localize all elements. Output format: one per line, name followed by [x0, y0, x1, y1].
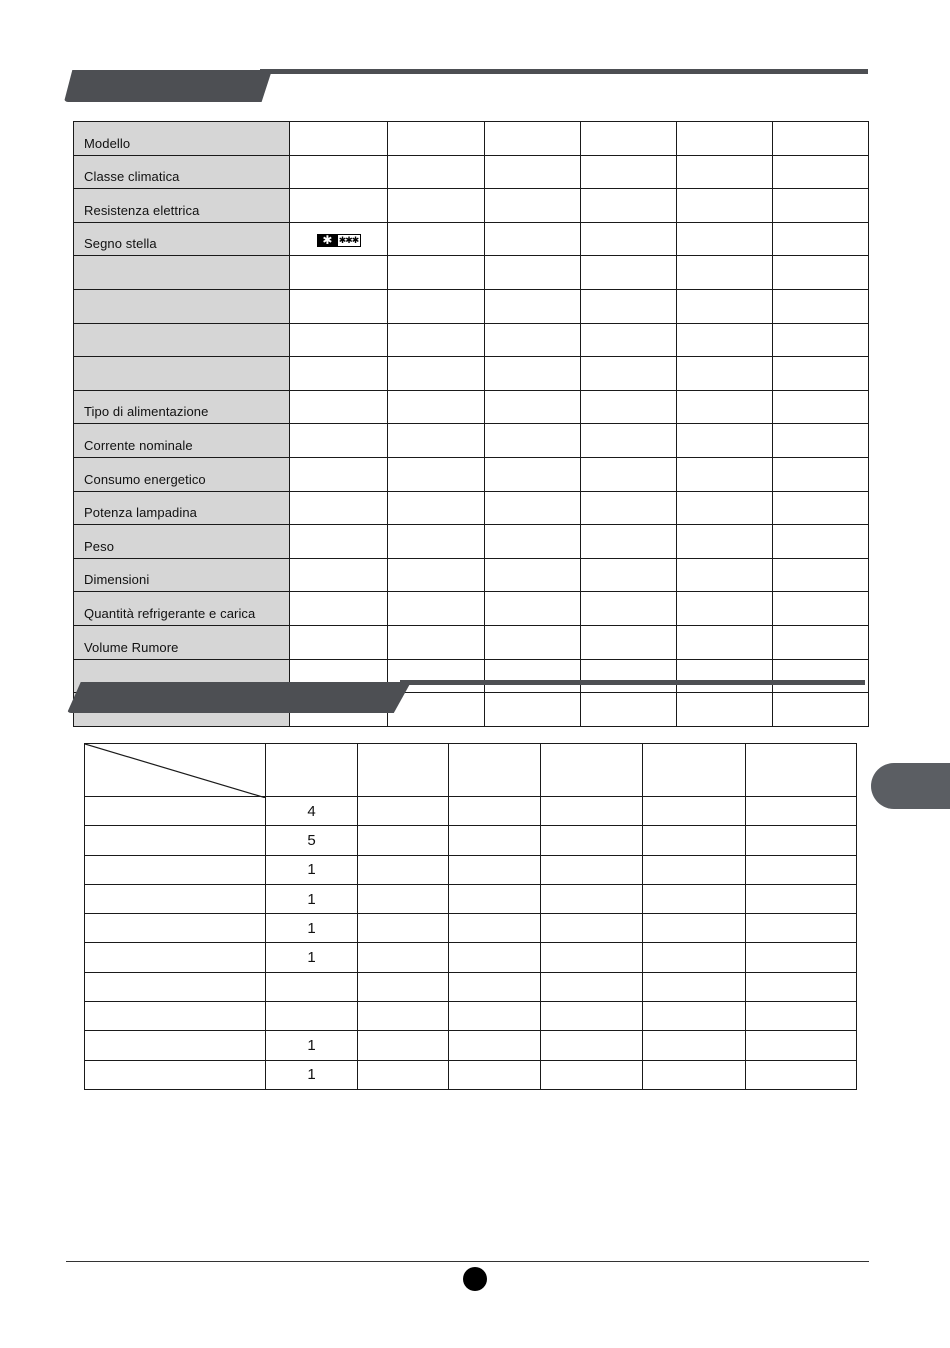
- spec-label: Tipo di alimentazione: [74, 390, 290, 424]
- spec-row: [74, 558, 869, 592]
- spec-value-cell: [290, 222, 388, 256]
- spec-value-cell: [581, 256, 677, 290]
- spec-value-cell: [485, 189, 581, 223]
- spec-value-cell: [581, 122, 677, 156]
- spec-label: Modello: [74, 122, 290, 156]
- spec-label: [74, 256, 290, 290]
- spec-row: [74, 625, 869, 659]
- accessory-cell: [358, 1060, 449, 1089]
- accessory-cell: [358, 1031, 449, 1060]
- accessory-cell: [85, 914, 266, 943]
- spec-value-cell: [677, 289, 773, 323]
- spec-value-cell: [290, 122, 388, 156]
- spec-value-cell: [290, 357, 388, 391]
- accessory-cell: [643, 1002, 746, 1031]
- accessory-quantity: 1: [266, 943, 358, 972]
- freezer-star-rating-icon: [317, 234, 361, 247]
- spec-value-cell: [581, 323, 677, 357]
- accessory-row: [85, 1031, 857, 1060]
- spec-value-cell: [677, 625, 773, 659]
- accessory-cell: [541, 884, 643, 913]
- spec-value-cell: [677, 155, 773, 189]
- spec-value-cell: [581, 491, 677, 525]
- spec-value-cell: [677, 256, 773, 290]
- spec-value-cell: [388, 592, 485, 626]
- specifications-table: [73, 121, 869, 727]
- spec-value-cell: [773, 558, 869, 592]
- footer-rule: [66, 1261, 869, 1262]
- accessory-cell: [643, 826, 746, 855]
- spec-value-cell: [485, 155, 581, 189]
- spec-value-cell: [388, 457, 485, 491]
- spec-value-cell: [773, 357, 869, 391]
- accessory-cell: [449, 1002, 541, 1031]
- spec-value-cell: [677, 558, 773, 592]
- spec-value-cell: [388, 122, 485, 156]
- accessory-cell: [643, 884, 746, 913]
- accessory-cell: [541, 1060, 643, 1089]
- spec-value-cell: [677, 357, 773, 391]
- spec-label: [74, 323, 290, 357]
- spec-value-cell: [388, 256, 485, 290]
- accessory-cell: [358, 1002, 449, 1031]
- spec-value-cell: [773, 592, 869, 626]
- spec-value-cell: [581, 222, 677, 256]
- spec-value-cell: [581, 457, 677, 491]
- spec-label: Classe climatica: [74, 155, 290, 189]
- header-cell: [449, 744, 541, 797]
- spec-value-cell: [677, 592, 773, 626]
- accessory-cell: [541, 1031, 643, 1060]
- spec-row: [74, 592, 869, 626]
- star-small-glyphs: ✱✱✱: [338, 234, 359, 245]
- spec-label: Resistenza elettrica: [74, 189, 290, 223]
- spec-value-cell: [677, 491, 773, 525]
- side-chapter-tab: [871, 763, 950, 809]
- spec-value-cell: [485, 390, 581, 424]
- accessory-cell: [449, 943, 541, 972]
- spec-row: [74, 424, 869, 458]
- spec-value-cell: [388, 558, 485, 592]
- spec-value-cell: [388, 189, 485, 223]
- accessory-row: [85, 855, 857, 884]
- spec-value-cell: [485, 525, 581, 559]
- spec-value-cell: [677, 323, 773, 357]
- page-number-dot: [463, 1267, 487, 1291]
- spec-value-cell: [388, 155, 485, 189]
- spec-value-cell: [290, 558, 388, 592]
- spec-value-cell: [485, 357, 581, 391]
- spec-value-cell: [388, 525, 485, 559]
- accessory-cell: [746, 884, 857, 913]
- spec-value-cell: [290, 491, 388, 525]
- accessory-cell: [643, 855, 746, 884]
- spec-value-cell: [388, 289, 485, 323]
- spec-value-cell: [773, 189, 869, 223]
- accessory-cell: [85, 884, 266, 913]
- spec-row: [74, 222, 869, 256]
- section-1-header-line: [260, 69, 868, 74]
- spec-value-cell: [773, 693, 869, 727]
- spec-value-cell: [581, 693, 677, 727]
- accessory-cell: [541, 797, 643, 826]
- accessory-cell: [449, 826, 541, 855]
- spec-label: Segno stella: [74, 222, 290, 256]
- spec-value-cell: [581, 659, 677, 693]
- accessory-cell: [85, 1031, 266, 1060]
- accessory-cell: [643, 797, 746, 826]
- spec-value-cell: [290, 625, 388, 659]
- spec-value-cell: [677, 189, 773, 223]
- accessory-cell: [449, 1060, 541, 1089]
- spec-value-cell: [581, 625, 677, 659]
- accessory-cell: [746, 1060, 857, 1089]
- spec-value-cell: [581, 189, 677, 223]
- spec-value-cell: [773, 659, 869, 693]
- spec-value-cell: [677, 390, 773, 424]
- accessory-quantity: 5: [266, 826, 358, 855]
- accessory-cell: [358, 914, 449, 943]
- accessory-cell: [358, 855, 449, 884]
- spec-value-cell: [677, 659, 773, 693]
- spec-label: Corrente nominale: [74, 424, 290, 458]
- accessory-row: [85, 884, 857, 913]
- spec-value-cell: [388, 491, 485, 525]
- accessory-row: [85, 1002, 857, 1031]
- accessory-cell: [449, 797, 541, 826]
- spec-value-cell: [290, 390, 388, 424]
- spec-label: Consumo energetico: [74, 457, 290, 491]
- spec-value-cell: [773, 424, 869, 458]
- accessory-quantity: [266, 1002, 358, 1031]
- accessory-cell: [358, 972, 449, 1001]
- spec-row: [74, 289, 869, 323]
- spec-value-cell: [485, 625, 581, 659]
- accessory-cell: [746, 826, 857, 855]
- accessory-row: [85, 797, 857, 826]
- accessory-cell: [541, 855, 643, 884]
- spec-value-cell: [290, 457, 388, 491]
- accessory-cell: [449, 884, 541, 913]
- accessory-cell: [643, 943, 746, 972]
- spec-value-cell: [485, 659, 581, 693]
- spec-row: [74, 390, 869, 424]
- spec-value-cell: [485, 122, 581, 156]
- accessory-row: [85, 826, 857, 855]
- accessory-cell: [358, 826, 449, 855]
- spec-value-cell: [581, 592, 677, 626]
- spec-value-cell: [773, 390, 869, 424]
- spec-value-cell: [290, 256, 388, 290]
- accessory-row: [85, 914, 857, 943]
- accessory-cell: [358, 797, 449, 826]
- spec-value-cell: [290, 592, 388, 626]
- spec-row: [74, 189, 869, 223]
- spec-value-cell: [581, 390, 677, 424]
- spec-value-cell: [773, 222, 869, 256]
- spec-value-cell: [773, 625, 869, 659]
- accessory-quantity: 1: [266, 1031, 358, 1060]
- spec-value-cell: [388, 222, 485, 256]
- spec-value-cell: [290, 525, 388, 559]
- accessories-table: [84, 743, 857, 1090]
- accessory-cell: [85, 1002, 266, 1031]
- spec-value-cell: [485, 693, 581, 727]
- spec-row: [74, 457, 869, 491]
- spec-value-cell: [485, 424, 581, 458]
- accessory-cell: [746, 914, 857, 943]
- star-big-glyph: ✱: [318, 235, 338, 246]
- spec-value-cell: [485, 592, 581, 626]
- accessory-quantity: 4: [266, 797, 358, 826]
- spec-value-cell: [581, 357, 677, 391]
- spec-row: [74, 122, 869, 156]
- header-cell: [358, 744, 449, 797]
- accessory-cell: [85, 826, 266, 855]
- spec-value-cell: [485, 222, 581, 256]
- accessory-cell: [643, 972, 746, 1001]
- spec-value-cell: [773, 122, 869, 156]
- spec-value-cell: [290, 424, 388, 458]
- spec-value-cell: [485, 457, 581, 491]
- spec-value-cell: [773, 491, 869, 525]
- spec-value-cell: [677, 457, 773, 491]
- header-cell: [266, 744, 358, 797]
- spec-label: Quantità refrigerante e carica: [74, 592, 290, 626]
- spec-value-cell: [485, 323, 581, 357]
- spec-value-cell: [773, 525, 869, 559]
- accessory-cell: [541, 1002, 643, 1031]
- spec-value-cell: [485, 289, 581, 323]
- spec-row: [74, 256, 869, 290]
- spec-label: [74, 357, 290, 391]
- spec-value-cell: [485, 558, 581, 592]
- spec-value-cell: [677, 693, 773, 727]
- diagonal-header-cell: [85, 744, 266, 797]
- spec-value-cell: [677, 424, 773, 458]
- accessory-cell: [449, 1031, 541, 1060]
- accessory-row: [85, 943, 857, 972]
- spec-value-cell: [773, 155, 869, 189]
- spec-value-cell: [388, 424, 485, 458]
- accessory-cell: [746, 943, 857, 972]
- spec-value-cell: [485, 491, 581, 525]
- header-cell: [541, 744, 643, 797]
- spec-value-cell: [773, 323, 869, 357]
- spec-value-cell: [388, 390, 485, 424]
- accessory-row: [85, 1060, 857, 1089]
- spec-value-cell: [677, 122, 773, 156]
- section-1-header-tab: [64, 70, 272, 102]
- accessory-cell: [449, 914, 541, 943]
- accessory-cell: [449, 855, 541, 884]
- accessory-cell: [358, 943, 449, 972]
- spec-value-cell: [290, 323, 388, 357]
- spec-value-cell: [677, 525, 773, 559]
- accessories-header-row: [85, 744, 857, 797]
- spec-value-cell: [581, 424, 677, 458]
- spec-value-cell: [677, 222, 773, 256]
- spec-value-cell: [581, 155, 677, 189]
- section-2-header-tab: [67, 682, 411, 713]
- accessory-cell: [85, 1060, 266, 1089]
- accessory-cell: [449, 972, 541, 1001]
- spec-label: Peso: [74, 525, 290, 559]
- spec-value-cell: [388, 357, 485, 391]
- accessory-cell: [85, 943, 266, 972]
- header-cell: [643, 744, 746, 797]
- accessory-quantity: 1: [266, 884, 358, 913]
- accessory-cell: [746, 972, 857, 1001]
- accessory-cell: [643, 1060, 746, 1089]
- accessory-cell: [746, 1031, 857, 1060]
- accessory-cell: [358, 884, 449, 913]
- accessory-quantity: [266, 972, 358, 1001]
- accessory-cell: [541, 943, 643, 972]
- accessory-cell: [85, 797, 266, 826]
- accessory-cell: [746, 855, 857, 884]
- spec-value-cell: [485, 256, 581, 290]
- spec-row: [74, 491, 869, 525]
- spec-label: Volume Rumore: [74, 625, 290, 659]
- spec-row: [74, 155, 869, 189]
- spec-value-cell: [388, 323, 485, 357]
- spec-value-cell: [290, 189, 388, 223]
- accessory-quantity: 1: [266, 1060, 358, 1089]
- spec-label: Potenza lampadina: [74, 491, 290, 525]
- spec-row: [74, 525, 869, 559]
- spec-value-cell: [581, 289, 677, 323]
- accessory-cell: [643, 1031, 746, 1060]
- accessory-quantity: 1: [266, 855, 358, 884]
- accessory-cell: [541, 826, 643, 855]
- spec-value-cell: [388, 625, 485, 659]
- spec-value-cell: [290, 155, 388, 189]
- accessory-row: [85, 972, 857, 1001]
- spec-label: [74, 289, 290, 323]
- spec-value-cell: [290, 289, 388, 323]
- accessory-cell: [541, 914, 643, 943]
- spec-value-cell: [581, 525, 677, 559]
- accessory-cell: [85, 972, 266, 1001]
- spec-row: [74, 323, 869, 357]
- spec-value-cell: [581, 558, 677, 592]
- accessory-quantity: 1: [266, 914, 358, 943]
- spec-row: [74, 357, 869, 391]
- accessory-cell: [85, 855, 266, 884]
- section-2-header-line: [400, 680, 865, 685]
- accessory-cell: [541, 972, 643, 1001]
- spec-label: Dimensioni: [74, 558, 290, 592]
- header-cell: [746, 744, 857, 797]
- accessory-cell: [643, 914, 746, 943]
- spec-value-cell: [773, 457, 869, 491]
- spec-value-cell: [773, 289, 869, 323]
- spec-value-cell: [773, 256, 869, 290]
- accessory-cell: [746, 1002, 857, 1031]
- accessory-cell: [746, 797, 857, 826]
